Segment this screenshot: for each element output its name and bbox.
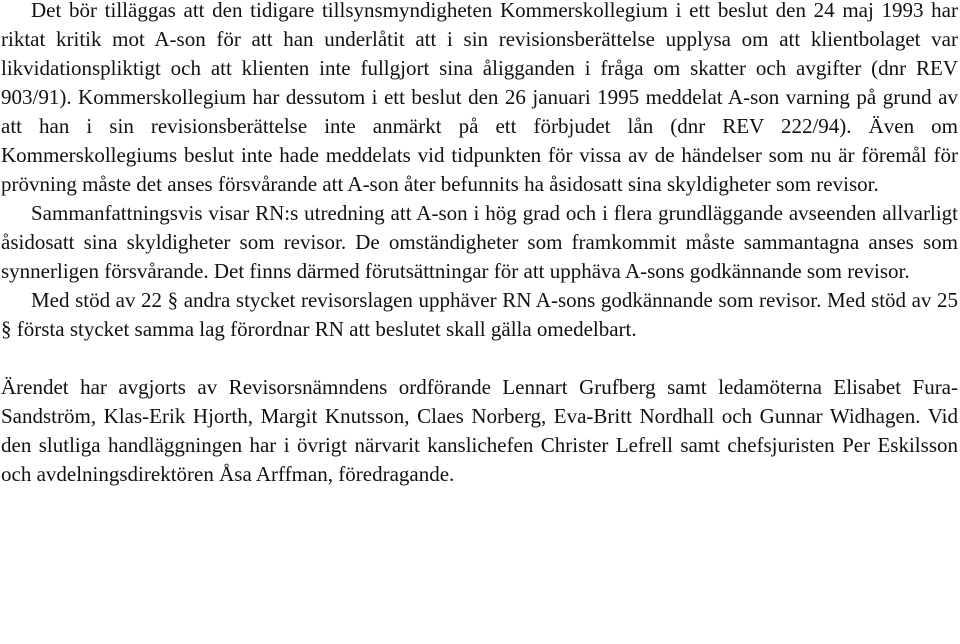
paragraph-gap <box>1 344 958 373</box>
paragraph-board-members: Ärendet har avgjorts av Revisorsnämndens ordförande Lennart Grufberg samt ledamöterna Elisabet Fura-Sandström, Klas-Erik Hjorth, Margit Knutsson, Claes Norberg, Eva-Britt Nordhall och Gunnar Widhagen. Vid den slutliga handläggningen har i övrigt närvarit kanslichefen Christer Lefrell samt chefsjuristen Per Eskilsson och avdelningsdirektören Åsa Arffman, föredragande. <box>1 375 958 486</box>
paragraph-decision: Med stöd av 22 § andra stycket revisorslagen upphäver RN A-sons godkännande som revisor. Med stöd av 25 § första stycket samma lag förordnar RN att beslutet skall gälla omedelbart. <box>1 288 958 341</box>
paragraph-summary: Sammanfattningsvis visar RN:s utredning att A-son i hög grad och i flera grundläggande avseenden allvarligt åsidosatt sina skyldigheter som revisor. De omständigheter som framkommit måste sammantagna anses som synnerligen försvårande. Det finns därmed förutsättningar för att upphäva A-sons godkännande som revisor. <box>1 201 958 283</box>
paragraph-prior-criticism: Det bör tilläggas att den tidigare tillsynsmyndigheten Kommerskollegium i ett beslut den 24 maj 1993 har riktat kritik mot A-son för att han underlåtit att i sin revisionsberättelse upplysa om att klientbolaget var likvidationspliktigt och att klienten inte fullgjort sina åligganden i fråga om skatter och avgifter (dnr REV 903/91). Kommerskollegium har dessutom i ett beslut den 26 januari 1995 meddelat A-son varning på grund av att han i sin revisionsberättelse inte anmärkt på ett förbjudet lån (dnr REV 222/94). Även om Kommerskollegiums beslut inte hade meddelats vid tidpunkten för vissa av de händelser som nu är föremål för prövning måste det anses försvårande att A-son åter befunnits ha åsidosatt sina skyldigheter som revisor. <box>1 0 958 196</box>
